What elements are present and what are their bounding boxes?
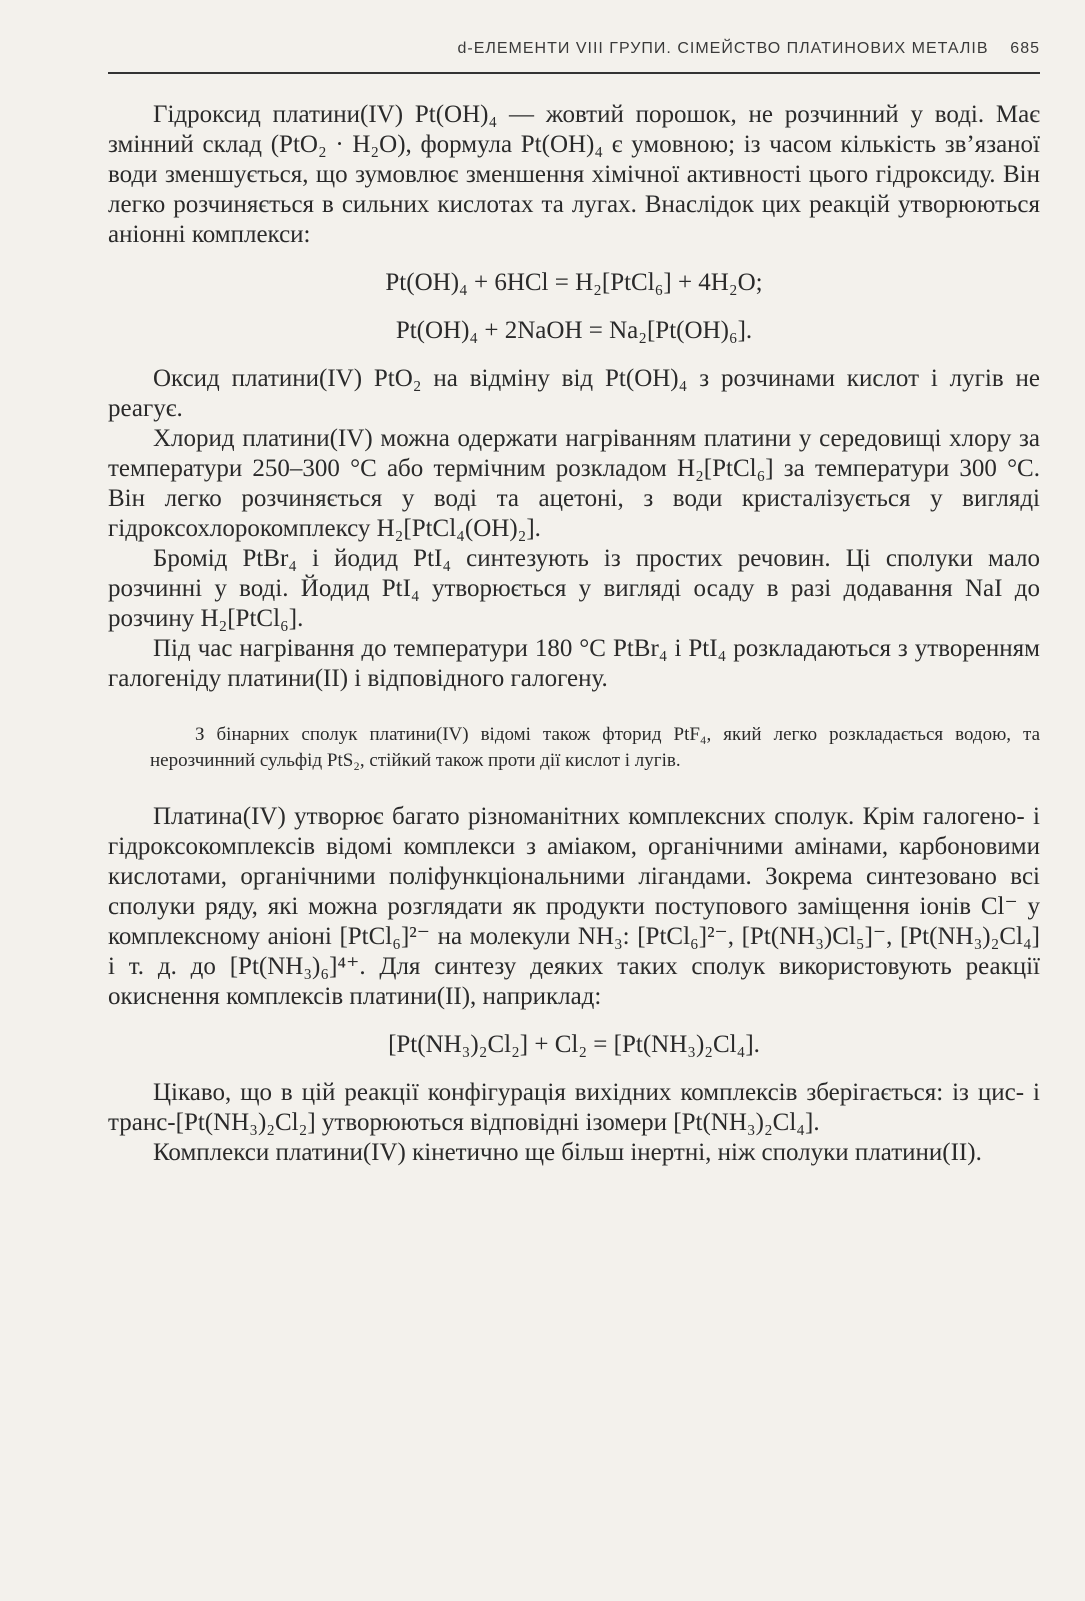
header-rule [108,72,1040,74]
paragraph: Під час нагрівання до температури 180 °C PtBr₄ і PtI₄ розкладаються з утворенням галогеніду платини(II) і відповідного галогену. [108,635,1040,692]
paragraph: Оксид платини(IV) PtO₂ на відміну від Pt(OH)₄ з розчинами кислот і лугів не реагує. [108,365,1040,422]
paragraph: Бромід PtBr₄ і йодид PtI₄ синтезують із простих речовин. Ці сполуки мало розчинні у воді. Йодид PtI₄ утворюється у вигляді осаду в разі додавання NaI до розчину H₂[PtCl₆]. [108,545,1040,632]
paragraph: Цікаво, що в цій реакції конфігурація вихідних комплексів зберігається: із цис- і транс-[Pt(NH₃)₂Cl₂] утворюються відповідні ізомери [Pt(NH₃)₂Cl₄]. [108,1079,1040,1136]
equation: Pt(OH)₄ + 2NaOH = Na₂[Pt(OH)₆]. [395,317,753,344]
note-paragraph: З бінарних сполук платини(IV) відомі також фторид PtF₄, який легко розкладається водою, та нерозчинний сульфід PtS₂, стійкий також проти дії кислот і лугів. [150,724,1040,771]
equation: Pt(OH)₄ + 6HCl = H₂[PtCl₆] + 4H₂O; [385,269,763,296]
page-number: 685 [1010,40,1040,57]
body-text [108,100,1040,1168]
paragraph: Хлорид платини(IV) можна одержати нагріванням платини у середовищі хлору за температури 250–300 °C або термічним розкладом H₂[PtCl₆] за температури 300 °C. Він легко розчиняється у воді та ацетоні, з води кристалізується у вигляді гідроксохлорокомплексу H₂[PtCl₄(OH)₂]. [108,425,1040,542]
paragraph: Платина(IV) утворює багато різноманітних комплексних сполук. Крім галогено- і гідроксокомплексів відомі комплекси з аміаком, органічними амінами, карбоновими кислотами, органічними поліфункціональними лігандами. Зокрема синтезовано всі сполуки ряду, які можна розглядати як продукти поступового заміщення іонів Cl⁻ у комплексному аніоні [PtCl₆]²⁻ на молекули NH₃: [PtCl₆]²⁻, [Pt(NH₃)Cl₅]⁻, [Pt(NH₃)₂Cl₄] і т. д. до [Pt(NH₃)₆]⁴⁺. Для синтезу деяких таких сполук використовують реакції окиснення комплексів платини(II), наприклад: [108,803,1040,1010]
equation: [Pt(NH₃)₂Cl₂] + Cl₂ = [Pt(NH₃)₂Cl₄]. [388,1031,760,1058]
header-title: d-ЕЛЕМЕНТИ VIII ГРУПИ. СІМЕЙСТВО ПЛАТИНОВИХ МЕТАЛІВ [457,40,989,57]
paragraph: Гідроксид платини(IV) Pt(OH)₄ — жовтий порошок, не розчинний у воді. Має змінний склад (PtO₂ · H₂O), формула Pt(OH)₄ є умовною; із часом кількість зв’язаної води зменшується, що зумовлює зменшення хімічної активності цього гідроксиду. Він легко розчиняється в сильних кислотах та лугах. Внаслідок цих реакцій утворюються аніонні комплекси: [108,101,1040,248]
running-header [108,40,1040,58]
paragraph: Комплекси платини(IV) кінетично ще більш інертні, ніж сполуки платини(II). [153,1139,982,1166]
